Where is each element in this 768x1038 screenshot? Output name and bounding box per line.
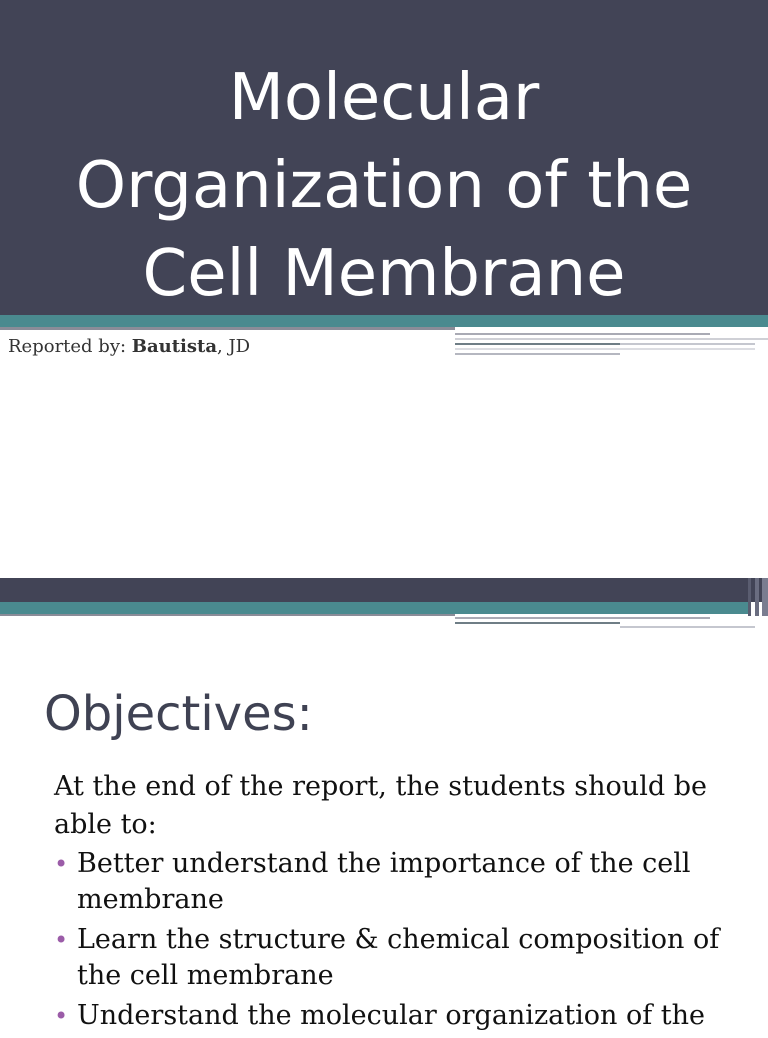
decorative-line [455,338,768,340]
decorative-line [455,353,620,355]
decorative-line [455,343,620,345]
list-item [54,922,734,994]
decorative-line [455,348,755,350]
bullet-text: Learn the structure & chemical composition of the cell membrane [77,924,720,991]
gray-stripe [0,327,455,330]
list-item [54,846,734,918]
objectives-heading: Objectives: [44,686,313,742]
reporter-surname: Bautista [131,336,218,357]
reporter-prefix: Reported by: [8,336,132,357]
objectives-intro: At the end of the report, the students should be able to: [54,771,707,840]
slide-title: Molecular Organization of the Cell Membrane [75,61,693,311]
decorative-line [455,622,620,624]
decorative-bar [755,578,759,616]
teal-stripe [0,315,768,327]
decorative-line [620,626,755,628]
decorative-bar [748,578,751,616]
list-item [54,998,734,1034]
decorative-bar [762,578,768,616]
bullet-text: Better understand the importance of the cell membrane [77,848,691,915]
bullet-text: Understand the molecular organization of the [77,1000,706,1031]
bullet-icon: • [54,850,69,878]
decorative-line [620,343,755,345]
header-band [0,578,768,602]
gray-stripe [0,614,455,616]
reporter-credit [8,336,250,357]
bullet-icon: • [54,1002,69,1030]
reporter-suffix: , JD [217,336,251,357]
decorative-line [455,333,710,335]
teal-stripe [0,602,748,614]
bullet-icon: • [54,926,69,954]
objectives-list [54,846,734,1038]
decorative-line [455,617,710,619]
